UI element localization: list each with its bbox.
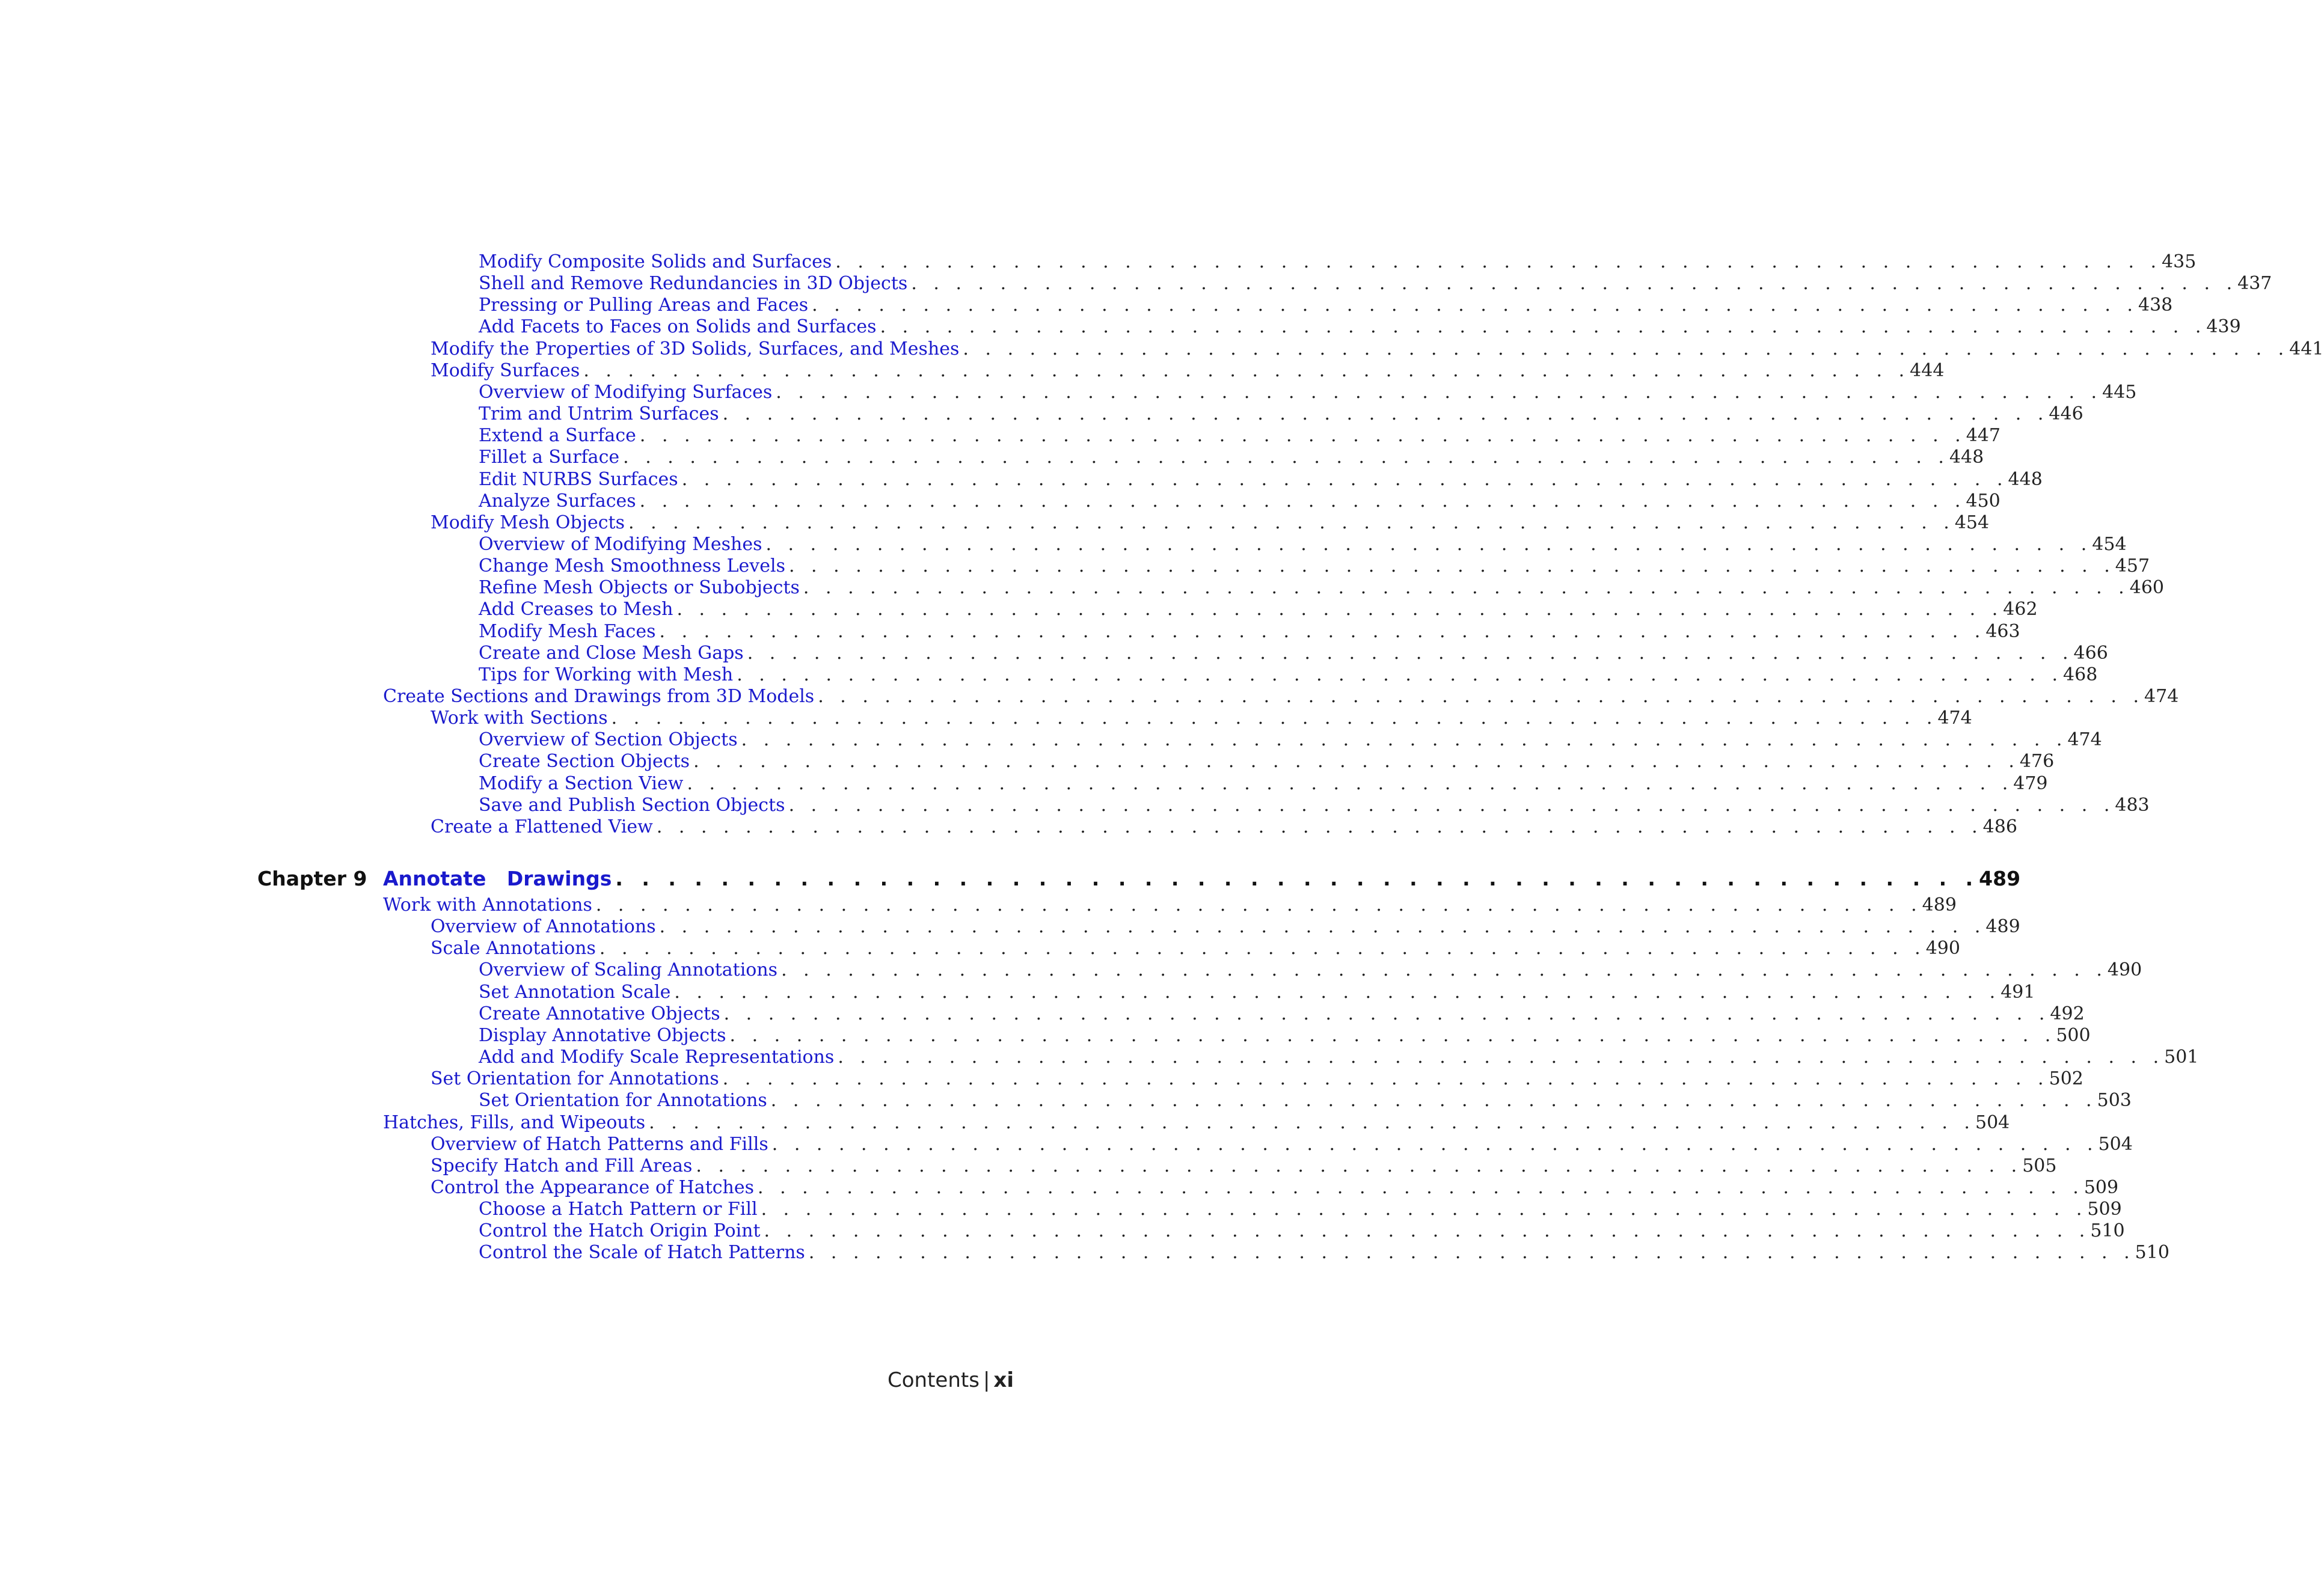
toc-entry-page-number: 510	[2135, 1242, 2169, 1264]
leader-dots: . . . . . . . . . . . . . . . . . . . . . . . . . . . . . . . . . . . . . . . . . . . . . . . . . . . . . . . . . . . .	[776, 381, 2103, 403]
toc-entry-page-number: 454	[1954, 512, 1990, 533]
toc-entry[interactable]	[479, 794, 2150, 816]
toc-entry-page-number: 501	[2164, 1047, 2199, 1068]
toc-entry-page-number: 454	[2092, 533, 2127, 555]
toc-entry-page-number: 457	[2115, 555, 2150, 577]
toc-entry[interactable]	[479, 729, 2102, 751]
leader-dots: . . . . . . . . . . . . . . . . . . . . . . . . . . . . . . . . . . . . . . . . . . . . . . . . . . . . . . . . . . . .	[722, 1068, 2049, 1090]
toc-entry[interactable]	[479, 577, 2164, 599]
toc-entry[interactable]	[479, 273, 2272, 295]
toc-entry-page-number: 446	[2049, 403, 2083, 425]
toc-entry-title[interactable]: Overview of Section Objects	[479, 729, 738, 751]
toc-entry[interactable]	[479, 599, 2038, 620]
toc-entry-title[interactable]: Set Annotation Scale	[479, 981, 671, 1003]
toc-entry-page-number: 486	[1982, 816, 2017, 837]
toc-entry-title[interactable]: Analyze Surfaces	[479, 490, 636, 512]
toc-entry-page-number: 463	[1985, 620, 2020, 642]
toc-entry-title[interactable]: Specify Hatch and Fill Areas	[431, 1155, 693, 1176]
toc-entry-title[interactable]: Refine Mesh Objects or Subobjects	[479, 577, 800, 599]
toc-entry-page-number: 505	[2022, 1155, 2057, 1176]
toc-entry-page-number: 474	[1937, 708, 1972, 729]
toc-entry-page-number: 491	[2001, 981, 2035, 1003]
toc-entry-page-number: 437	[2237, 273, 2272, 295]
toc-entry[interactable]	[431, 708, 1972, 729]
toc-entry-title[interactable]: Create Annotative Objects	[479, 1003, 720, 1024]
toc-entry-page-number: 441	[2289, 338, 2324, 359]
toc-entry[interactable]	[383, 686, 2179, 708]
leader-dots: . . . . . . . . . . . . . . . . . . . . . . . . . . . . . . . . . . . . . . . . . . . . . . . . . . . . . . . . . . . .	[788, 794, 2115, 816]
toc-entry-title[interactable]: Control the Hatch Origin Point	[479, 1220, 761, 1242]
toc-entry-page-number: 438	[2138, 295, 2173, 316]
leader-dots: . . . . . . . . . . . . . . . . . . . . . . . . . . . . . . . . . . . . . . . . . . . . . . . . . . . . . . . . . . . .	[681, 468, 2008, 490]
leader-dots: . . . . . . . . . . . . . . . . . . . . . . . . . . . . . . . . . . . . . . . . . . . . . . . . . . . . . . . . . . . .	[911, 273, 2238, 295]
leader-dots: . . . . . . . . . . . . . . . . . . . . . . . . . . . . . . . . . . . . . . . . . . . . . . . . . . . . . . . . . . . .	[747, 642, 2074, 664]
toc-entry[interactable]	[431, 938, 1960, 959]
leader-dots: . . . . . . . . . . . . . . . . . . . . . . . . . . . . . . . . . . . . . . . . . . . . . . . . . . . . . . . . . . . .	[649, 1111, 1975, 1133]
leader-dots: . . . . . . . . . . . . . . . . . . . . . . . . . . . . . . . . . . . . . . . . . . . . . . . . . . . . . . . . . . . .	[803, 577, 2130, 599]
toc-entry-page-number: 474	[2144, 686, 2179, 707]
toc-entry-page-number: 490	[1925, 938, 1960, 959]
leader-dots: . . . . . . . . . . . . . . . . . . . . . . . . . . . . . . . . . . . . . . . . . . . . . . . . . . . . . . . . . . . .	[583, 359, 1910, 381]
page-footer	[888, 1367, 1014, 1393]
leader-dots: . . . . . . . . . . . . . . . . . . . . . . . . . . . . . . . . . . . . . . . . . . . . . . . . . . . . . . . . . . . .	[628, 512, 1955, 533]
leader-dots: . . . . . . . . . . . . . . . . . . . . . . . . . . . . . . . . . . . . . . . . . . . . . . . . . . . . . . . . . . . .	[599, 938, 1926, 959]
leader-dots: . . . . . . . . . . . . . . . . . . . . . . . . . . . . . . . . . . . . . . . . . . . . . . . . . . . . . . . . . . . .	[835, 251, 2162, 272]
leader-dots: . . . . . . . . . . . . . . . . . . . . . . . . . . . . . . . . . . . . . . . . . . . . . . . . . . . . . . . . . . . .	[781, 959, 2108, 981]
toc-entry-page-number: 489	[1985, 916, 2020, 938]
toc-entry[interactable]	[431, 1176, 2119, 1199]
toc-entry-title[interactable]: Overview of Modifying Meshes	[479, 533, 762, 555]
toc-entry-page-number: 468	[2063, 664, 2098, 685]
toc-entry-title[interactable]: Add Facets to Faces on Solids and Surfaces	[479, 316, 877, 338]
leader-dots: . . . . . . . . . . . . . . . . . . . . . . . . . . . . . . . . . . . . . . . . . . . . . . . . . . . . . . . . . . . .	[737, 664, 2064, 685]
toc-entry[interactable]	[479, 251, 2197, 273]
toc-entry-page-number: 448	[2008, 468, 2043, 490]
toc-entry-page-number: 509	[2083, 1176, 2119, 1198]
leader-dots: . . . . . . . . . . . . . . . . . . . . . . . . . . . . . . . . . . . . . . . . . . . . . . . . . . . . . . . . . . . .	[639, 490, 1966, 512]
toc-entry-title[interactable]: Tips for Working with Mesh	[479, 664, 734, 685]
toc-entry[interactable]	[479, 642, 2108, 664]
toc-entry-title[interactable]: Create a Flattened View	[431, 816, 653, 837]
leader-dots: . . . . . . . . . . . . . . . . . . . . . . . . . . . . . . . . . . . . . . . . . . . . . . . . . . . . . . . . . . . .	[611, 708, 1938, 729]
toc-entry-page-number: 444	[1910, 359, 1945, 381]
leader-dots: . . . . . . . . . . . . . . . . . . . . . . . . . . . . . . . . . . . . . . . . . . . . . . . . . . . . . . . . . . . .	[687, 772, 2014, 794]
toc-entry-page-number: 462	[2003, 599, 2038, 620]
toc-entry[interactable]	[383, 894, 1957, 916]
toc-entry-page-number: 504	[2098, 1133, 2133, 1155]
leader-dots: . . . . . . . . . . . . . . . . . . . . . . . . . . . . . . . . . . . . . . . . . . . . . . . . . . . . . . . . . . . .	[676, 599, 2004, 620]
toc-entry[interactable]	[479, 959, 2142, 981]
toc-entry[interactable]	[479, 468, 2043, 491]
toc-entry-page-number: 439	[2206, 316, 2241, 338]
toc-entry-title[interactable]: Control the Appearance of Hatches	[431, 1176, 755, 1198]
footer-section: Contents	[888, 1368, 980, 1392]
leader-dots: . . . . . . . . . . . . . . . . . . . . . . . . . . . . . . . . . . . . . . . . . . . . . . . . . . . . . . . . . . . .	[764, 1220, 2091, 1242]
leader-dots: . . . . . . . . . . . . . . . . . . . . . . . . . . . . . . . . . . . . . . . . . . . . . . . . . . . . . . . . . . . .	[765, 533, 2093, 555]
toc-entry-page-number: 435	[2162, 251, 2197, 272]
toc-entry-title[interactable]: Create and Close Mesh Gaps	[479, 642, 744, 664]
toc-entry-page-number: 447	[1966, 425, 2001, 447]
toc-entry-title[interactable]: Overview of Hatch Patterns and Fills	[431, 1133, 768, 1155]
toc-entry-page-number: 460	[2129, 577, 2164, 599]
footer-page-number: xi	[993, 1368, 1014, 1392]
toc-entry[interactable]	[479, 1242, 2169, 1264]
leader-dots: . . . . . . . . . . . . . . . . . . . . . . . . . . . . . . . . . . . . . . . . . . . . . . . . . . . . . . . . . . . .	[693, 751, 2020, 772]
toc-entry-title[interactable]: Modify Mesh Objects	[431, 512, 625, 533]
toc-entry[interactable]	[479, 1199, 2122, 1220]
chapter-page-number: 489	[1979, 867, 2021, 890]
toc-entry-title[interactable]: Extend a Surface	[479, 425, 636, 447]
leader-dots: . . . . . . . . . . . . . . . . . . . . . . . . . . . . . . . . . . . . . . . . . . . . . . . . . . . . . . . . . . . .	[722, 403, 2049, 425]
toc-entry[interactable]	[479, 1220, 2125, 1242]
toc-entry-page-number: 476	[2019, 751, 2055, 772]
toc-entry-title[interactable]: Overview of Scaling Annotations	[479, 959, 778, 981]
leader-dots: . . . . . . . . . . . . . . . . . . . . . . . . . . . . . . . . . . . . . . . . . . . . . . . . . . . . . . . . . . . .	[674, 981, 2001, 1003]
leader-dots: . . . . . . . . . . . . . . . . . . . . . . . . . . . . . . . . . . . . . . . . . . . . . . . . . . . . . . . . . . . .	[729, 1024, 2056, 1046]
toc-entry[interactable]	[479, 316, 2241, 338]
toc-entry-title[interactable]: Add and Modify Scale Representations	[479, 1047, 835, 1068]
toc-entry[interactable]	[479, 751, 2055, 772]
toc-entry[interactable]	[431, 816, 2017, 838]
toc-entry[interactable]	[479, 620, 2020, 643]
toc-entry[interactable]	[431, 916, 2020, 938]
leader-dots: . . . . . . . . . . . . . . . . . . . . . . . . . . . . . . . . . . . . . . . . . . . . . . . . . . . . . . . . . . . .	[812, 295, 2138, 316]
toc-entry[interactable]	[431, 512, 1990, 534]
toc-entry-page-number: 450	[1966, 490, 2001, 512]
toc-entry-page-number: 490	[2107, 959, 2142, 981]
toc-entry-title[interactable]: Display Annotative Objects	[479, 1024, 726, 1046]
leader-dots: . . . . . . . . . . . . . . . . . . . . . . . . . . . . . . . . . . . . . . . . . . . . . . . . . . . . . . . . . . . .	[623, 447, 1949, 468]
toc-entry[interactable]	[479, 533, 2127, 555]
leader-dots: . . . . . . . . . . . . . . . . . . . . . . . . . . . . . . . . . . . . . . . . . . . . . . . . . . . . . . . . . . . .	[656, 816, 1983, 837]
toc-entry-title[interactable]: Overview of Annotations	[431, 916, 656, 938]
toc-entry-title[interactable]: Set Orientation for Annotations	[431, 1068, 719, 1090]
chapter-label: Chapter 9	[257, 867, 367, 890]
toc-entry-title[interactable]: Save and Publish Section Objects	[479, 794, 785, 816]
toc-entry-page-number: 500	[2056, 1024, 2091, 1046]
toc-entry-page-number: 483	[2115, 794, 2150, 816]
toc-entry[interactable]	[479, 664, 2098, 686]
leader-dots: . . . . . . . . . . . . . . . . . . . . . . . . . . . . . . . . . . . . . . . . . . . . . . . . . . . . . . . . . . . .	[788, 555, 2115, 577]
toc-entry-page-number: 474	[2067, 729, 2102, 751]
toc-entry-page-number: 448	[1949, 447, 1984, 468]
toc-entry-page-number: 492	[2050, 1003, 2085, 1024]
footer-separator: |	[983, 1368, 990, 1392]
toc-entry-title[interactable]: Edit NURBS Surfaces	[479, 468, 678, 490]
toc-entry-title[interactable]: Choose a Hatch Pattern or Fill	[479, 1199, 758, 1220]
leader-dots: . . . . . . . . . . . . . . . . . . . . . . . . . . . . . . . . . . . . . . . . . . . . . . . . . . . . . . . . . . . .	[659, 916, 1986, 938]
toc-entry-page-number: 503	[2097, 1090, 2132, 1111]
leader-dots: . . . . . . . . . . . . . . . . . . . . . . . . . . . . . . . . . . . . . . . . . . . . . . . . . . . . . . . . . . . .	[818, 686, 2145, 707]
toc-entry[interactable]	[479, 1047, 2199, 1068]
toc-entry[interactable]	[431, 359, 1945, 382]
toc-entry[interactable]	[479, 447, 1984, 468]
toc-entry[interactable]	[431, 1133, 2133, 1155]
toc-entry-title[interactable]: Create Section Objects	[479, 751, 690, 772]
leader-dots: . . . . . . . . . . . . . . . . . . . . . . . . . . . . . . . . . . . . . . . . . . . . . . . . . . . . . . . . . . . .	[595, 894, 1922, 916]
toc-entry-title[interactable]: Modify the Properties of 3D Solids, Surfaces, and Meshes	[431, 338, 960, 359]
leader-dots: . . . . . . . . . . . . . . . . . . . . . . . . . . . . . . . . . . . . . . . . . . . . . . . . . . . . . . . . . . . .	[880, 316, 2207, 338]
leader-dots: . . . . . . . . . . . . . . . . . . . . . . . . . . . . . . . . . . . . . . . . . . . . . . . . . . . . . . . . . . . .	[659, 620, 1986, 642]
toc-entry-title[interactable]: Change Mesh Smoothness Levels	[479, 555, 785, 577]
toc-entry[interactable]	[479, 425, 2001, 447]
toc-entry-page-number: 489	[1922, 894, 1957, 916]
leader-dots: . . . . . . . . . . . . . . . . . . . . . . . . . . . . . . . . . . . . . . . . . . . . . . . . . . . . . . . . . . . .	[696, 1155, 2023, 1176]
toc-entry-title[interactable]: Modify Composite Solids and Surfaces	[479, 251, 832, 272]
toc-entry-title[interactable]: Modify Surfaces	[431, 359, 580, 381]
toc-entry-title[interactable]: Trim and Untrim Surfaces	[479, 403, 719, 425]
toc-entry[interactable]	[383, 1111, 2010, 1134]
leader-dots: . . . . . . . . . . . . . . . . . . . . . . . . . . . . . . . . . . . . . . . . . . . . . . . . . . . . . . . . . . . .	[761, 1199, 2088, 1220]
chapter-title[interactable]: Annotate Drawings	[383, 867, 612, 890]
toc-entry[interactable]	[479, 295, 2173, 316]
toc-entry-title[interactable]: Hatches, Fills, and Wipeouts	[383, 1111, 646, 1133]
leader-dots: . . . . . . . . . . . . . . . . . . . . . . . . . . . . . . . . . . . . . . . . . . . . . . . . . . . .	[615, 867, 1979, 890]
toc-entry-title[interactable]: Scale Annotations	[431, 938, 596, 959]
leader-dots: . . . . . . . . . . . . . . . . . . . . . . . . . . . . . . . . . . . . . . . . . . . . . . . . . . . . . . . . . . . .	[741, 729, 2068, 751]
toc-entry[interactable]	[479, 1090, 2132, 1111]
toc-entry[interactable]	[479, 403, 2083, 425]
toc-entry-title[interactable]: Set Orientation for Annotations	[479, 1090, 767, 1111]
toc-entry-title[interactable]: Overview of Modifying Surfaces	[479, 381, 773, 403]
toc-entry[interactable]	[479, 1003, 2085, 1025]
toc-entry-title[interactable]: Control the Scale of Hatch Patterns	[479, 1242, 805, 1264]
toc-entry-title[interactable]: Add Creases to Mesh	[479, 599, 673, 620]
toc-entry-title[interactable]: Create Sections and Drawings from 3D Models	[383, 686, 815, 707]
toc-entry-page-number: 502	[2049, 1068, 2083, 1090]
toc-entry[interactable]	[431, 338, 2324, 360]
toc-entry-title[interactable]: Fillet a Surface	[479, 447, 620, 468]
leader-dots: . . . . . . . . . . . . . . . . . . . . . . . . . . . . . . . . . . . . . . . . . . . . . . . . . . . . . . . . . . . .	[758, 1176, 2084, 1198]
toc-entry-page-number: 479	[2013, 772, 2048, 794]
toc-entry[interactable]	[479, 772, 2048, 795]
toc-entry[interactable]	[479, 981, 2035, 1003]
leader-dots: . . . . . . . . . . . . . . . . . . . . . . . . . . . . . . . . . . . . . . . . . . . . . . . . . . . . . . . . . . . .	[639, 425, 1966, 447]
toc-entry[interactable]	[479, 555, 2150, 577]
toc-entry-title[interactable]: Modify Mesh Faces	[479, 620, 656, 642]
toc-entry-page-number: 504	[1975, 1111, 2010, 1133]
toc-entry-title[interactable]: Work with Sections	[431, 708, 608, 729]
toc-entry-page-number: 445	[2102, 381, 2137, 403]
toc-entry-page-number: 509	[2087, 1199, 2122, 1220]
toc-entry-page-number: 466	[2073, 642, 2108, 664]
toc-entry-title[interactable]: Shell and Remove Redundancies in 3D Objects	[479, 273, 908, 295]
leader-dots: . . . . . . . . . . . . . . . . . . . . . . . . . . . . . . . . . . . . . . . . . . . . . . . . . . . . . . . . . . . .	[838, 1047, 2165, 1068]
toc-entry[interactable]	[479, 490, 2001, 512]
toc-entry[interactable]	[431, 1068, 2083, 1090]
leader-dots: . . . . . . . . . . . . . . . . . . . . . . . . . . . . . . . . . . . . . . . . . . . . . . . . . . . . . . . . . . . .	[963, 338, 2290, 359]
toc-entry-title[interactable]: Pressing or Pulling Areas and Faces	[479, 295, 809, 316]
leader-dots: . . . . . . . . . . . . . . . . . . . . . . . . . . . . . . . . . . . . . . . . . . . . . . . . . . . . . . . . . . . .	[808, 1242, 2135, 1264]
toc-entry-title[interactable]: Work with Annotations	[383, 894, 592, 916]
toc-entry[interactable]	[431, 1155, 2057, 1177]
leader-dots: . . . . . . . . . . . . . . . . . . . . . . . . . . . . . . . . . . . . . . . . . . . . . . . . . . . . . . . . . . . .	[723, 1003, 2050, 1024]
chapter-title-entry[interactable]	[383, 866, 2021, 892]
toc-entry-title[interactable]: Modify a Section View	[479, 772, 684, 794]
toc-entry[interactable]	[479, 1024, 2091, 1047]
leader-dots: . . . . . . . . . . . . . . . . . . . . . . . . . . . . . . . . . . . . . . . . . . . . . . . . . . . . . . . . . . . .	[770, 1090, 2097, 1111]
leader-dots: . . . . . . . . . . . . . . . . . . . . . . . . . . . . . . . . . . . . . . . . . . . . . . . . . . . . . . . . . . . .	[771, 1133, 2099, 1155]
toc-entry[interactable]	[479, 381, 2137, 403]
toc-entry-page-number: 510	[2090, 1220, 2125, 1242]
